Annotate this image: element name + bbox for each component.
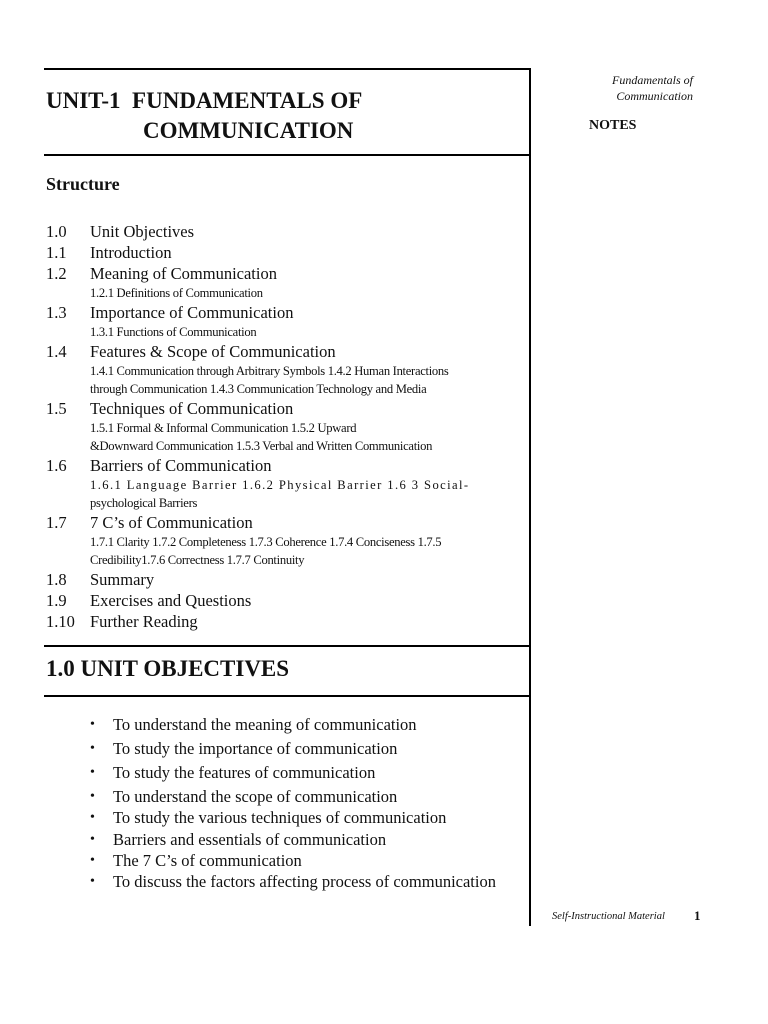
toc-item[interactable] xyxy=(46,611,520,632)
toc-subitem[interactable]: 1.6.1 Language Barrier 1.6.2 Physical Barrier 1.6 3 Social- xyxy=(90,478,470,492)
toc-label: Importance of Communication xyxy=(90,303,294,322)
toc-item[interactable] xyxy=(46,242,520,263)
list-item xyxy=(90,871,496,892)
unit-title-rule xyxy=(44,154,531,156)
toc-item[interactable] xyxy=(46,302,520,323)
bullet-icon: • xyxy=(90,741,95,756)
margin-divider xyxy=(529,68,531,926)
objectives-heading: 1.0 UNIT OBJECTIVES xyxy=(46,656,290,681)
toc-subitem[interactable]: 1.3.1 Functions of Communication xyxy=(90,325,257,339)
running-head xyxy=(560,72,693,104)
bullet-icon: • xyxy=(90,874,95,890)
toc-number: 1.0 xyxy=(46,222,67,241)
toc-number: 1.9 xyxy=(46,591,67,610)
objectives-list xyxy=(90,714,496,892)
toc-item[interactable] xyxy=(46,341,520,362)
structure-heading: Structure xyxy=(46,174,120,194)
toc-number: 1.6 xyxy=(46,456,67,475)
toc-label: Introduction xyxy=(90,243,172,262)
top-rule xyxy=(44,68,531,70)
notes-label: NOTES xyxy=(589,118,637,133)
toc-label: Features & Scope of Communication xyxy=(90,342,336,361)
list-item xyxy=(90,807,496,828)
toc-subitem[interactable]: 1.7.1 Clarity 1.7.2 Completeness 1.7.3 Coherence 1.7.4 Conciseness 1.7.5 xyxy=(90,535,442,549)
bullet-icon: • xyxy=(90,852,95,868)
objective-text: To discuss the factors affecting process of communication xyxy=(113,872,496,892)
toc-number: 1.1 xyxy=(46,243,67,262)
list-item xyxy=(90,714,496,738)
bullet-icon: • xyxy=(90,831,95,847)
toc-item[interactable] xyxy=(46,263,520,284)
toc-number: 1.5 xyxy=(46,399,67,418)
toc-label: Unit Objectives xyxy=(90,222,195,241)
page-number: 1 xyxy=(694,908,701,923)
bullet-icon: • xyxy=(90,810,95,826)
running-head-line1: Fundamentals of xyxy=(612,73,693,87)
toc-subitem[interactable]: through Communication 1.4.3 Communication Technology and Media xyxy=(90,382,427,396)
unit-title-line1: UNIT-1 FUNDAMENTALS OF xyxy=(46,88,363,113)
list-item xyxy=(90,738,496,762)
list-item xyxy=(90,762,496,786)
toc-subitem[interactable]: psychological Barriers xyxy=(90,496,198,510)
toc-item[interactable] xyxy=(46,398,520,419)
unit-title-line2: COMMUNICATION xyxy=(143,118,354,143)
toc-number: 1.4 xyxy=(46,342,67,361)
toc-item[interactable] xyxy=(46,221,520,242)
toc-item[interactable] xyxy=(46,590,520,611)
running-head-line2: Communication xyxy=(616,89,693,103)
unit-title xyxy=(46,86,362,146)
toc-subitem[interactable]: Credibility1.7.6 Correctness 1.7.7 Continuity xyxy=(90,553,305,567)
toc-subitem[interactable]: 1.5.1 Formal & Informal Communication 1.5.2 Upward xyxy=(90,421,357,435)
toc-subitem[interactable]: 1.4.1 Communication through Arbitrary Symbols 1.4.2 Human Interactions xyxy=(90,364,449,378)
footer-label: Self-Instructional Material xyxy=(552,911,665,922)
objective-text: To understand the meaning of communication xyxy=(113,715,417,734)
bullet-icon: • xyxy=(90,717,95,732)
toc-number: 1.2 xyxy=(46,264,67,283)
toc-item[interactable] xyxy=(46,455,520,476)
toc-item[interactable] xyxy=(46,512,520,533)
objective-text: To study the features of communication xyxy=(113,763,376,782)
structure-end-rule xyxy=(44,645,531,647)
toc-label: Exercises and Questions xyxy=(90,591,252,610)
list-item xyxy=(90,786,496,807)
toc-label: Meaning of Communication xyxy=(90,264,277,283)
toc-number: 1.10 xyxy=(46,612,75,631)
toc-number: 1.8 xyxy=(46,570,67,589)
bullet-icon: • xyxy=(90,789,95,804)
toc-number: 1.7 xyxy=(46,513,67,532)
toc-subitem[interactable]: 1.2.1 Definitions of Communication xyxy=(90,286,263,300)
objective-text: Barriers and essentials of communication xyxy=(113,829,387,849)
toc-item[interactable] xyxy=(46,569,520,590)
list-item xyxy=(90,829,496,850)
list-item xyxy=(90,850,496,871)
objective-text: To understand the scope of communication xyxy=(113,787,398,806)
toc-label: Further Reading xyxy=(90,612,198,631)
table-of-contents xyxy=(46,221,520,632)
bullet-icon: • xyxy=(90,765,95,780)
toc-label: Techniques of Communication xyxy=(90,399,294,418)
toc-label: Barriers of Communication xyxy=(90,456,272,475)
objective-text: The 7 C’s of communication xyxy=(113,850,302,870)
objective-text: To study the various techniques of communication xyxy=(113,808,447,828)
toc-label: 7 C’s of Communication xyxy=(90,513,253,532)
toc-label: Summary xyxy=(90,570,155,589)
objective-text: To study the importance of communication xyxy=(113,739,398,758)
toc-subitem[interactable]: &Downward Communication 1.5.3 Verbal and Written Communication xyxy=(90,439,433,453)
objectives-title-rule xyxy=(44,695,531,697)
toc-number: 1.3 xyxy=(46,303,67,322)
